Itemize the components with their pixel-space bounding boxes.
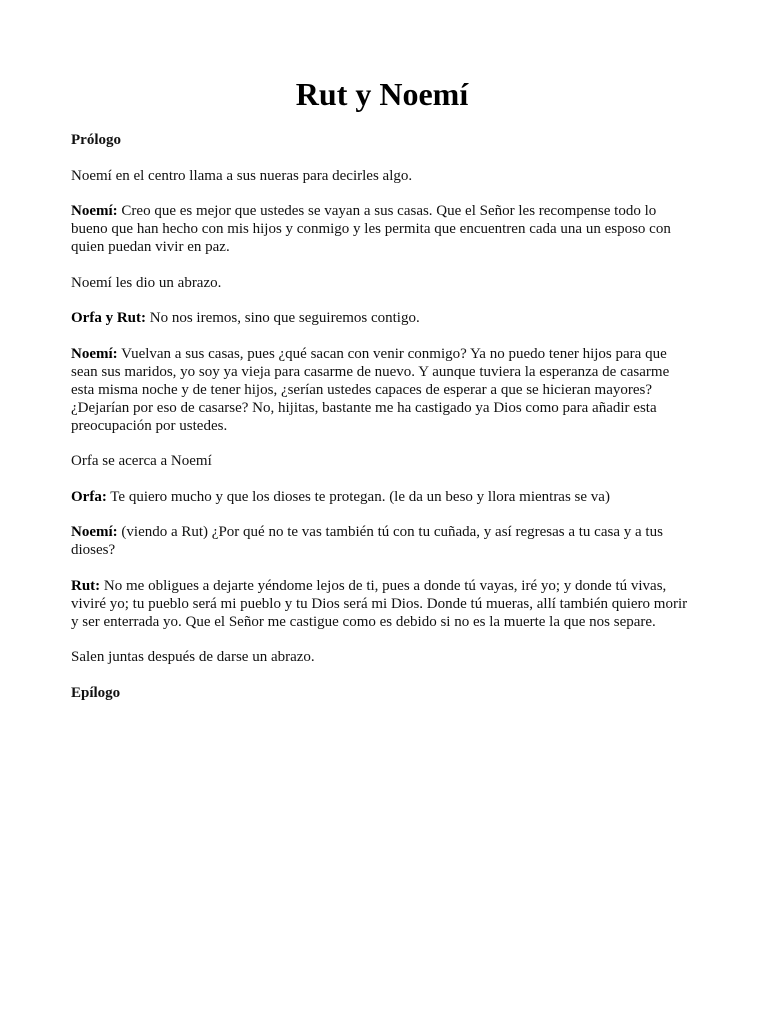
speaker-name: Rut: [71, 577, 101, 594]
stage-direction [71, 452, 693, 470]
document-page [71, 72, 693, 719]
document-title: Rut y Noemí [295, 76, 469, 112]
dialogue-text: Te quiero mucho y que los dioses te protegan. (le da un beso y llora mientras se va) [106, 488, 610, 505]
dialogue-line [71, 309, 693, 327]
dialogue-line [71, 488, 693, 506]
dialogue-text: (viendo a Rut) ¿Por qué no te vas también tú con tu cuñada, y así regresas a tu casa y a tus dioses? [71, 524, 663, 558]
section-heading-epilogue: Epílogo [71, 684, 121, 701]
speaker-name: Orfa: [71, 488, 107, 505]
dialogue-text: No me obligues a dejarte yéndome lejos de ti, pues a donde tú vayas, iré yo; y donde tú vivas, viviré yo; tu pueblo será mi pueblo y tu Dios será mi Dios. Donde tú mueras, allí también quiero morir y ser enterrada yo. Que el Señor me castigue como es debido si no es la muerte la que nos separe. [71, 577, 688, 630]
dialogue-line [71, 523, 693, 559]
speaker-name: Orfa y Rut: [71, 310, 146, 326]
stage-direction-text: Salen juntas después de darse un abrazo. [71, 649, 315, 665]
dialogue-line [71, 577, 693, 631]
speaker-name: Noemí: [71, 203, 118, 219]
speaker-name: Noemí: [71, 524, 118, 540]
dialogue-text: Vuelvan a sus casas, pues ¿qué sacan con venir conmigo? Ya no puedo tener hijos para que sean sus maridos, yo soy ya vieja para casarme de nuevo. Y aunque tuviera la esperanza de casarme esta misma noche y de tener hijos, ¿serían ustedes capaces de esperar a que se hicieran mayores? ¿Dejarían por eso de casarse? No, hijitas, bastante me ha castigado ya Dios como para añadir esta preocupación por ustedes. [71, 345, 670, 434]
stage-direction-text: Noemí les dio un abrazo. [71, 274, 222, 291]
dialogue-text: No nos iremos, sino que seguiremos contigo. [146, 310, 420, 326]
stage-direction [71, 648, 693, 666]
speaker-name: Noemí: [71, 345, 118, 362]
stage-direction-text: Orfa se acerca a Noemí [71, 453, 212, 469]
dialogue-line [71, 202, 693, 256]
dialogue-text: Creo que es mejor que ustedes se vayan a sus casas. Que el Señor les recompense todo lo bueno que han hecho con mis hijos y conmigo y les permita que encuentren cada una un esposo con quien puedan vivir en paz. [71, 203, 671, 255]
stage-direction-text: Noemí en el centro llama a sus nueras para decirles algo. [71, 167, 413, 184]
stage-direction [71, 274, 693, 292]
section-heading-prologue: Prólogo [71, 132, 121, 148]
stage-direction [71, 167, 693, 185]
dialogue-line [71, 345, 693, 435]
